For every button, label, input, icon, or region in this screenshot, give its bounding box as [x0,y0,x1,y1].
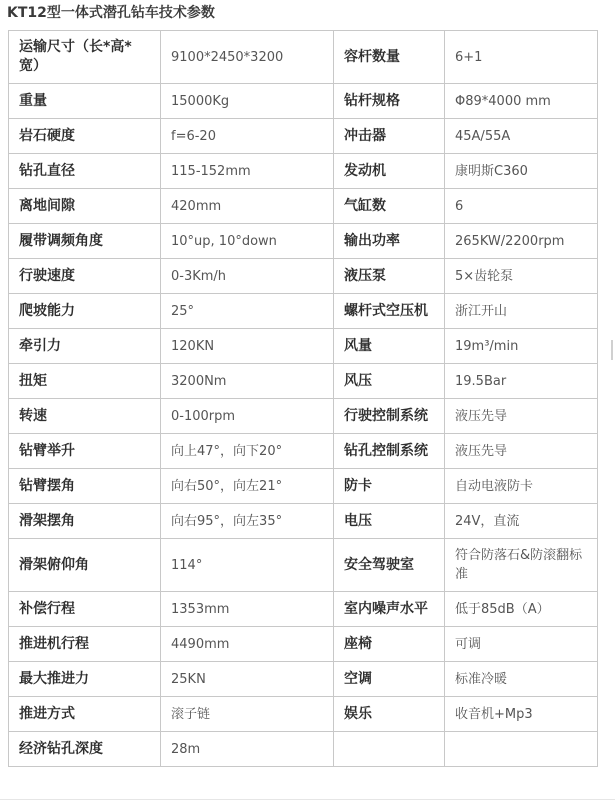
param-value: 可调 [445,627,598,662]
param-value: Φ89*4000 mm [445,84,598,119]
param-value: 19m³/min [445,329,598,364]
table-row [9,31,598,84]
param-label: 岩石硬度 [9,119,161,154]
param-label: 爬坡能力 [9,294,161,329]
table-row [9,697,598,732]
param-label: 气缸数 [334,189,445,224]
param-label: 冲击器 [334,119,445,154]
param-value: 115-152mm [161,154,334,189]
param-value: 标准冷暖 [445,662,598,697]
param-value: 25° [161,294,334,329]
param-label: 推进机行程 [9,627,161,662]
param-label: 扭矩 [9,364,161,399]
param-value: 6 [445,189,598,224]
param-value: 15000Kg [161,84,334,119]
param-value: 符合防落石&防滚翻标准 [445,539,598,592]
param-label: 钻杆规格 [334,84,445,119]
param-label: 发动机 [334,154,445,189]
table-row [9,469,598,504]
param-label: 空调 [334,662,445,697]
param-value [445,732,598,767]
param-label: 风量 [334,329,445,364]
param-value: 浙江开山 [445,294,598,329]
param-label: 钻臂摆角 [9,469,161,504]
table-row [9,434,598,469]
table-row [9,189,598,224]
table-row [9,294,598,329]
table-row [9,84,598,119]
divider [0,799,615,800]
param-label: 重量 [9,84,161,119]
param-value: 6+1 [445,31,598,84]
param-value: 120KN [161,329,334,364]
table-row [9,329,598,364]
param-label: 推进方式 [9,697,161,732]
param-value: 0-100rpm [161,399,334,434]
table-row [9,154,598,189]
param-value: 康明斯C360 [445,154,598,189]
param-value: 4490mm [161,627,334,662]
param-label: 座椅 [334,627,445,662]
table-row [9,662,598,697]
param-value: 5×齿轮泵 [445,259,598,294]
param-value: 滚子链 [161,697,334,732]
param-label: 电压 [334,504,445,539]
table-row [9,259,598,294]
param-value: 收音机+Mp3 [445,697,598,732]
table-row [9,364,598,399]
param-value: 1353mm [161,592,334,627]
param-value: 3200Nm [161,364,334,399]
param-label: 螺杆式空压机 [334,294,445,329]
table-row [9,224,598,259]
table-row [9,592,598,627]
param-label: 行驶控制系统 [334,399,445,434]
param-label: 滑架俯仰角 [9,539,161,592]
param-label: 履带调频角度 [9,224,161,259]
param-value: 9100*2450*3200 [161,31,334,84]
table-row [9,504,598,539]
table-row [9,627,598,662]
param-label: 容杆数量 [334,31,445,84]
param-value: 24V，直流 [445,504,598,539]
param-value: 向上47°，向下20° [161,434,334,469]
param-value: f=6-20 [161,119,334,154]
table-row [9,119,598,154]
table-row [9,732,598,767]
param-label: 室内噪声水平 [334,592,445,627]
param-value: 28m [161,732,334,767]
param-value: 10°up, 10°down [161,224,334,259]
param-label: 输出功率 [334,224,445,259]
param-value: 0-3Km/h [161,259,334,294]
param-value: 45A/55A [445,119,598,154]
param-value: 液压先导 [445,434,598,469]
param-label: 滑架摆角 [9,504,161,539]
param-label: 防卡 [334,469,445,504]
param-label: 牵引力 [9,329,161,364]
param-value: 低于85dB（A） [445,592,598,627]
param-value: 420mm [161,189,334,224]
param-label: 液压泵 [334,259,445,294]
param-value: 向右95°，向左35° [161,504,334,539]
param-value: 自动电液防卡 [445,469,598,504]
param-label: 行驶速度 [9,259,161,294]
param-label: 补偿行程 [9,592,161,627]
param-label: 钻臂举升 [9,434,161,469]
param-label: 钻孔控制系统 [334,434,445,469]
param-value: 114° [161,539,334,592]
table-row [9,399,598,434]
page-title: KT12型一体式潜孔钻车技术参数 [7,5,215,21]
param-label: 钻孔直径 [9,154,161,189]
scrollbar-thumb[interactable] [611,340,613,360]
param-value: 265KW/2200rpm [445,224,598,259]
param-value: 25KN [161,662,334,697]
param-label: 经济钻孔深度 [9,732,161,767]
param-value: 向右50°，向左21° [161,469,334,504]
param-label: 转速 [9,399,161,434]
param-label: 离地间隙 [9,189,161,224]
param-label [334,732,445,767]
param-value: 19.5Bar [445,364,598,399]
param-label: 娱乐 [334,697,445,732]
table-row [9,539,598,592]
param-label: 最大推进力 [9,662,161,697]
param-label: 运输尺寸（长*高*宽） [9,31,161,84]
spec-table [8,30,598,767]
param-label: 风压 [334,364,445,399]
param-value: 液压先导 [445,399,598,434]
param-label: 安全驾驶室 [334,539,445,592]
